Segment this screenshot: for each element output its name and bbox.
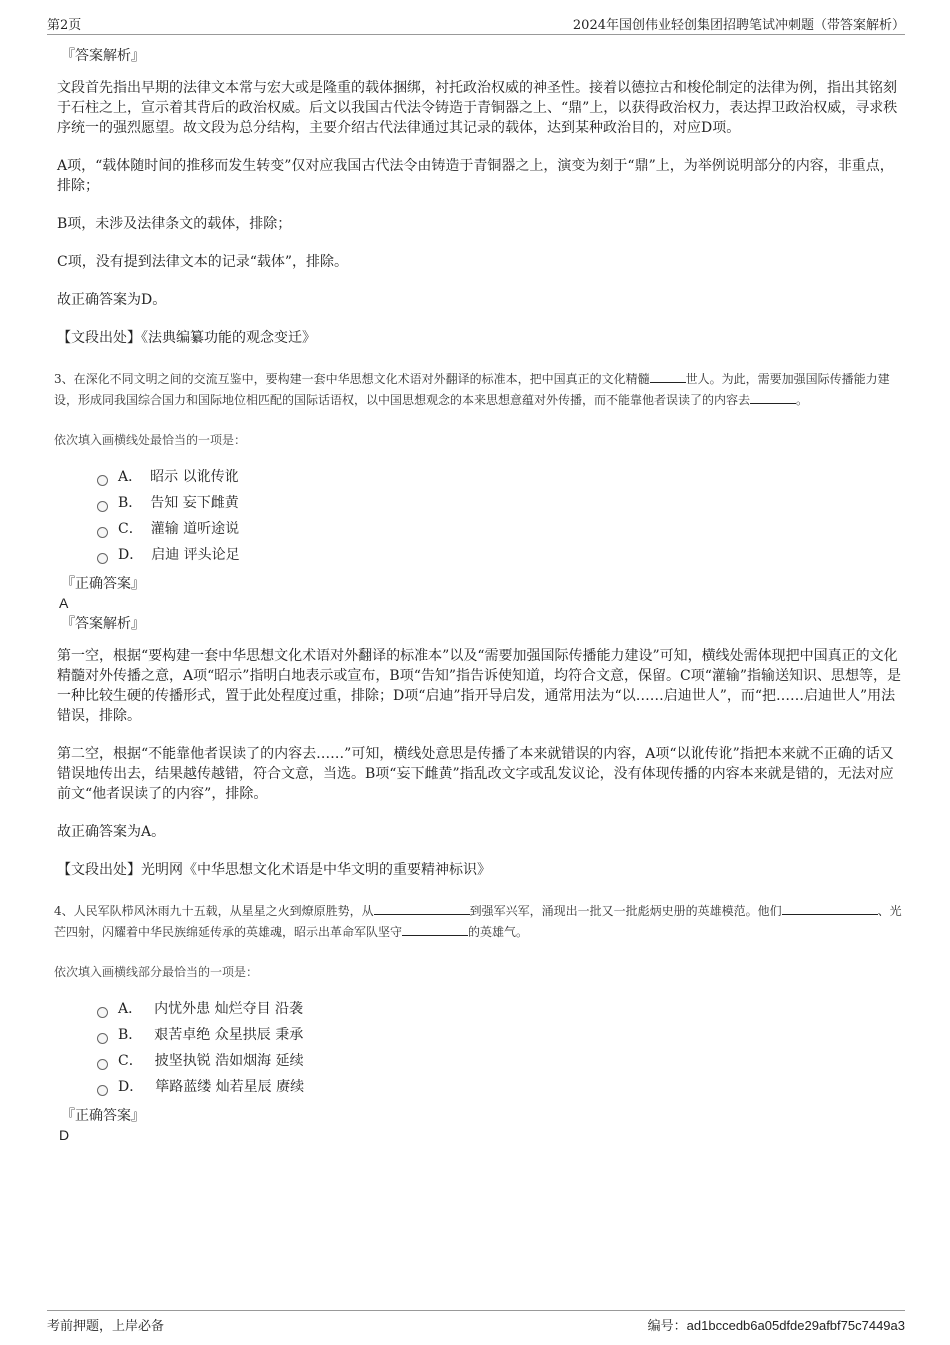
q2-source: 【文段出处】《法典编纂功能的观念变迁》	[57, 330, 316, 346]
q3-option-b[interactable]: B． 告知 妄下雌黄	[97, 490, 905, 516]
radio-icon[interactable]	[97, 501, 108, 512]
radio-icon[interactable]	[97, 1085, 108, 1096]
q2-analysis-paragraph-1: 文段首先指出早期的法律文本常与宏大或是隆重的载体捆绑，衬托政治权威的神圣性。接着以德拉古和梭伦制定的法律为例，指出其铭刻于石柱之上，宣示着其背后的政治权威。后文以我国古代法令铸造于青铜器之上、“鼎”上，以获得政治权力，表达捍卫政治权威，寻求秩序统一的强烈愿望。故文段为总分结构，主要介绍古代法律通过其记录的载体，达到某种政治目的，对应D项。	[57, 80, 898, 136]
q4-option-b[interactable]: B． 艰苦卓绝 众星拱辰 秉承	[97, 1022, 905, 1048]
q4-question-text: 4、人民军队栉风沐雨九十五载，从星星之火到燎原胜势，从 到强军兴军，涌现出一批又一批彪炳史册的英雄模范。他们 、光芒四射，闪耀着中华民族绵延传承的英雄魂，昭示出革命军队坚守 的英雄气。	[54, 900, 905, 942]
q4-options	[97, 996, 905, 1100]
q3-analysis-paragraph-1: 第一空，根据“要构建一套中华思想文化术语对外翻译的标准本”以及“需要加强国际传播能力建设”可知，横线处需体现把中国真正的文化精髓对外传播之意，A项“昭示”指明白地表示或宣布，B项“告知”指告诉使知道，均符合文意，保留。C项“灌输”指输送知识、思想等，是一种比较生硬的传播形式，置于此处程度过重，排除；D项“启迪”指开导启发，通常用法为“以……启迪世人”，而“把……启迪世人”用法错误，排除。	[57, 648, 902, 724]
q3-analysis-paragraph-2: 第二空，根据“不能靠他者误读了的内容去……”可知，横线处意思是传播了本来就错误的内容，A项“以讹传讹”指把本来就不正确的话又错误地传出去，结果越传越错，符合文意，当选。B项“妄下雌黄”指乱改文字或乱发议论，没有体现传播的内容本来就是错的，无法对应前文“他者误读了的内容”，排除。	[57, 746, 894, 802]
document-code: ad1bccedb6a05dfde29afbf75c7449a3	[686, 1318, 905, 1333]
q2-analysis-paragraph-4: C项，没有提到法律文本的记录“载体”，排除。	[57, 254, 349, 270]
footer-slogan: 考前押题，上岸必备	[47, 1319, 165, 1334]
q2-analysis-paragraph-3: B项，未涉及法律条文的载体，排除；	[57, 216, 292, 232]
q4-blank-2	[782, 900, 878, 915]
q3-analysis-paragraph-3: 故正确答案为A。	[57, 824, 166, 840]
q3-analysis-label: 『答案解析』	[61, 616, 145, 632]
q3-source: 【文段出处】光明网《中华思想文化术语是中华文明的重要精神标识》	[57, 862, 491, 878]
q3-blank-2	[750, 389, 796, 404]
q4-correct-label: 『正确答案』	[61, 1108, 145, 1124]
q3-option-c[interactable]: C． 灌输 道听途说	[97, 516, 905, 542]
q2-analysis-label: 『答案解析』	[61, 48, 145, 64]
radio-icon[interactable]	[97, 475, 108, 486]
q4-option-a[interactable]: A． 内忧外患 灿烂夺目 沿袭	[97, 996, 905, 1022]
q3-option-d[interactable]: D． 启迪 评头论足	[97, 542, 905, 568]
q4-blank-3	[402, 921, 468, 936]
radio-icon[interactable]	[97, 1059, 108, 1070]
radio-icon[interactable]	[97, 527, 108, 538]
q4-correct-answer: D	[59, 1127, 70, 1143]
q3-instruction: 依次填入画横线处最恰当的一项是：	[54, 433, 247, 447]
radio-icon[interactable]	[97, 553, 108, 564]
q2-analysis-paragraph-5: 故正确答案为D。	[57, 292, 167, 308]
q3-blank-1	[650, 368, 686, 383]
q4-instruction: 依次填入画横线部分最恰当的一项是：	[54, 965, 259, 979]
q4-option-c[interactable]: C． 披坚执锐 浩如烟海 延续	[97, 1048, 905, 1074]
q4-blank-1	[374, 900, 470, 915]
q3-question-text: 3、在深化不同文明之间的交流互鉴中，要构建一套中华思想文化术语对外翻译的标准本，把中国真正的文化精髓 世人。为此，需要加强国际传播能力建设，形成同我国综合国力和国际地位相匹配的国际话语权，以中国思想观念的本来思想意蕴对外传播，而不能靠他者误读了的内容去 。	[54, 368, 905, 410]
q3-correct-answer: A	[59, 595, 69, 611]
radio-icon[interactable]	[97, 1007, 108, 1018]
page-content	[54, 46, 905, 1146]
q2-analysis-paragraph-2: A项，“载体随时间的推移而发生转变”仅对应我国古代法令由铸造于青铜器之上，演变为刻于“鼎”上，为举例说明部分的内容，非重点，排除；	[57, 158, 894, 194]
radio-icon[interactable]	[97, 1033, 108, 1044]
document-title: 2024年国创伟业轻创集团招聘笔试冲刺题（带答案解析）	[572, 18, 905, 33]
q4-option-d[interactable]: D． 筚路蓝缕 灿若星辰 赓续	[97, 1074, 905, 1100]
page-number: 第2页	[47, 18, 82, 33]
q3-correct-label: 『正确答案』	[61, 576, 145, 592]
page-header	[47, 14, 905, 35]
q3-options	[97, 464, 905, 568]
q3-option-a[interactable]: A． 昭示 以讹传讹	[97, 464, 905, 490]
footer-code: 编号：ad1bccedb6a05dfde29afbf75c7449a3	[647, 1318, 905, 1334]
page-footer	[47, 1310, 905, 1339]
